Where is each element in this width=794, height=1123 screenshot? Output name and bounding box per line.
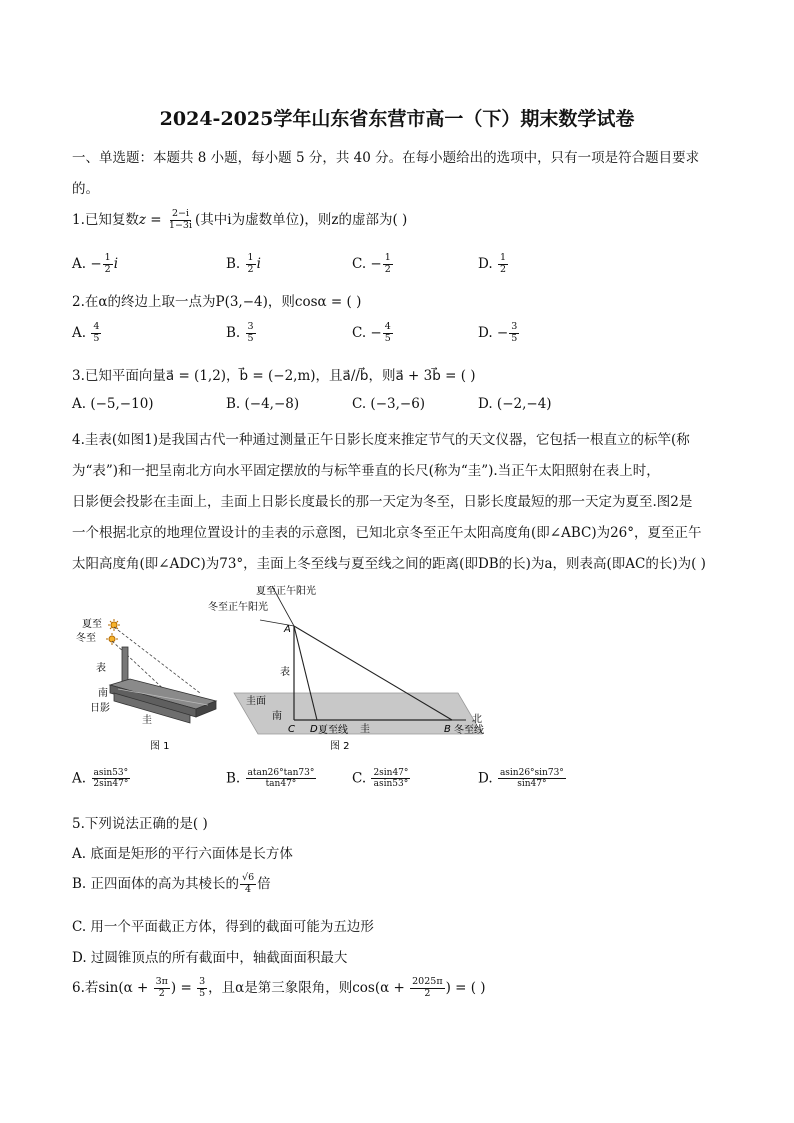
summer-line-label: 夏至线 <box>318 725 348 736</box>
section-header-cont: 的。 <box>72 181 99 197</box>
fig1-summer-label: 夏至 <box>82 619 102 630</box>
section-header: 一、单选题：本题共 8 小题，每小题 5 分，共 40 分。在每小题给出的选项中，只有一项是符合题目要求 <box>72 150 700 166</box>
q4-option-c: C. $\frac{2\sin 47^\circ}{asin53^\circ}$ <box>352 768 409 790</box>
fig1-winter-label: 冬至 <box>76 633 96 644</box>
question-1-stem: 1.已知复数z = $\frac{2-i}{1-3i}$ (其中i为虚数单位)，则z的虚部为( ) <box>72 208 408 231</box>
guimian-label: 圭面 <box>246 696 266 707</box>
question-4-line-5: 太阳高度角(即∠ADC)为73°，圭面上冬至线与夏至线之间的距离(即DB的长)为a，则表高(即AC的长)为( ) <box>72 556 706 572</box>
figure-2-diagram <box>200 580 510 755</box>
q4-option-b: B. $\frac{atan26^\circ\tan 73^\circ}{\tan 47^\circ}$ <box>226 768 315 790</box>
point-C: C <box>288 724 295 735</box>
fig2-south-label: 南 <box>272 711 282 722</box>
q3-option-b: B. (−4,−8) <box>226 396 300 412</box>
point-A: A <box>284 624 291 635</box>
question-4-line-2: 为“表”)和一把呈南北方向水平固定摆放的与标竿垂直的长尺(称为“圭”).当正午太阳照射在表上时， <box>72 463 660 479</box>
winter-line-label: 冬至线 <box>454 725 484 736</box>
q3-option-c: C. (−3,−6) <box>352 396 426 412</box>
fraction: $\frac{2-i}{1-3i}$ <box>168 208 193 231</box>
q3-option-a: A. (−5,−10) <box>72 396 154 412</box>
q1-option-a: A. − $\frac{1}{2}$ i <box>72 252 119 275</box>
q4-option-a: A. $\frac{asin53^\circ}{2\sin 47^\circ}$ <box>72 768 129 790</box>
q5-option-d: D. 过圆锥顶点的所有截面中，轴截面面积最大 <box>72 950 348 966</box>
question-4-line-1: 4.圭表(如图1)是我国古代一种通过测量正午日影长度来推定节气的天文仪器，它包括一根直立的标竿(称 <box>72 432 690 448</box>
q4-option-d: D. $\frac{asin26^\circ\sin 73^\circ}{\sin 47^\circ}$ <box>478 768 564 790</box>
page-title: 2024-2025学年山东省东营市高一（下）期末数学试卷 <box>159 108 635 130</box>
q5-option-b: B. 正四面体的高为其棱长的 $\frac{√6}{4}$ 倍 <box>72 872 271 895</box>
q5-option-c: C. 用一个平面截正方体，得到的截面可能为五边形 <box>72 919 374 935</box>
q5-option-a: A. 底面是矩形的平行六面体是长方体 <box>72 846 293 862</box>
q1-option-c: C. − $\frac{1}{2}$ <box>352 252 391 275</box>
fig2-gui-label: 圭 <box>360 724 370 735</box>
q2-option-d: D. − $\frac{3}{5}$ <box>478 321 518 344</box>
fig1-south-label: 南 <box>98 688 108 699</box>
question-5-stem: 5.下列说法正确的是( ) <box>72 816 208 832</box>
north-label: 北 <box>472 714 482 725</box>
summer-light-label: 夏至正午阳光 <box>256 586 316 597</box>
fig2-biao-label: 表 <box>280 667 290 678</box>
question-4-line-4: 一个根据北京的地理位置设计的圭表的示意图，已知北京冬至正午太阳高度角(即∠ABC)为26°，夏至正午 <box>72 525 702 541</box>
q2-option-b: B. $\frac{3}{5}$ <box>226 321 254 344</box>
winter-light-label: 冬至正午阳光 <box>208 602 268 613</box>
q2-option-a: A. $\frac{4}{5}$ <box>72 321 100 344</box>
q1-option-d: D. $\frac{1}{2}$ <box>478 252 506 275</box>
fig2-caption: 图 2 <box>330 741 350 752</box>
point-B: B <box>444 724 451 735</box>
q2-option-c: C. − $\frac{4}{5}$ <box>352 321 391 344</box>
fig1-caption: 图 1 <box>150 741 170 752</box>
fig1-biao-label: 表 <box>96 663 106 674</box>
question-2-stem: 2.在α的终边上取一点为P(3,−4)，则cosα = ( ) <box>72 294 362 310</box>
point-D: D <box>310 724 318 735</box>
winter-sun-icon <box>106 633 118 645</box>
q1-option-b: B. $\frac{1}{2}$ i <box>226 252 261 275</box>
fig1-gui-label: 圭 <box>142 715 152 726</box>
question-3-stem: 3.已知平面向量a⃗ = (1,2)，b⃗ = (−2,m)，且a⃗//b⃗，则a⃗ + 3b⃗ = ( ) <box>72 368 476 384</box>
fig1-shadow-label: 日影 <box>90 703 110 714</box>
question-6-stem: 6.若sin(α + $\frac{3\pi}{2}$ ) = $\frac{3}{5}$ ，且α是第三象限角，则cos(α + $\frac{2025\pi}{2}$ ) = ( ) <box>72 976 486 999</box>
q3-option-d: D. (−2,−4) <box>478 396 552 412</box>
question-4-line-3: 日影便会投影在圭面上，圭面上日影长度最长的那一天定为冬至，日影长度最短的那一天定为夏至.图2是 <box>72 494 693 510</box>
summer-sun-icon <box>108 619 120 631</box>
